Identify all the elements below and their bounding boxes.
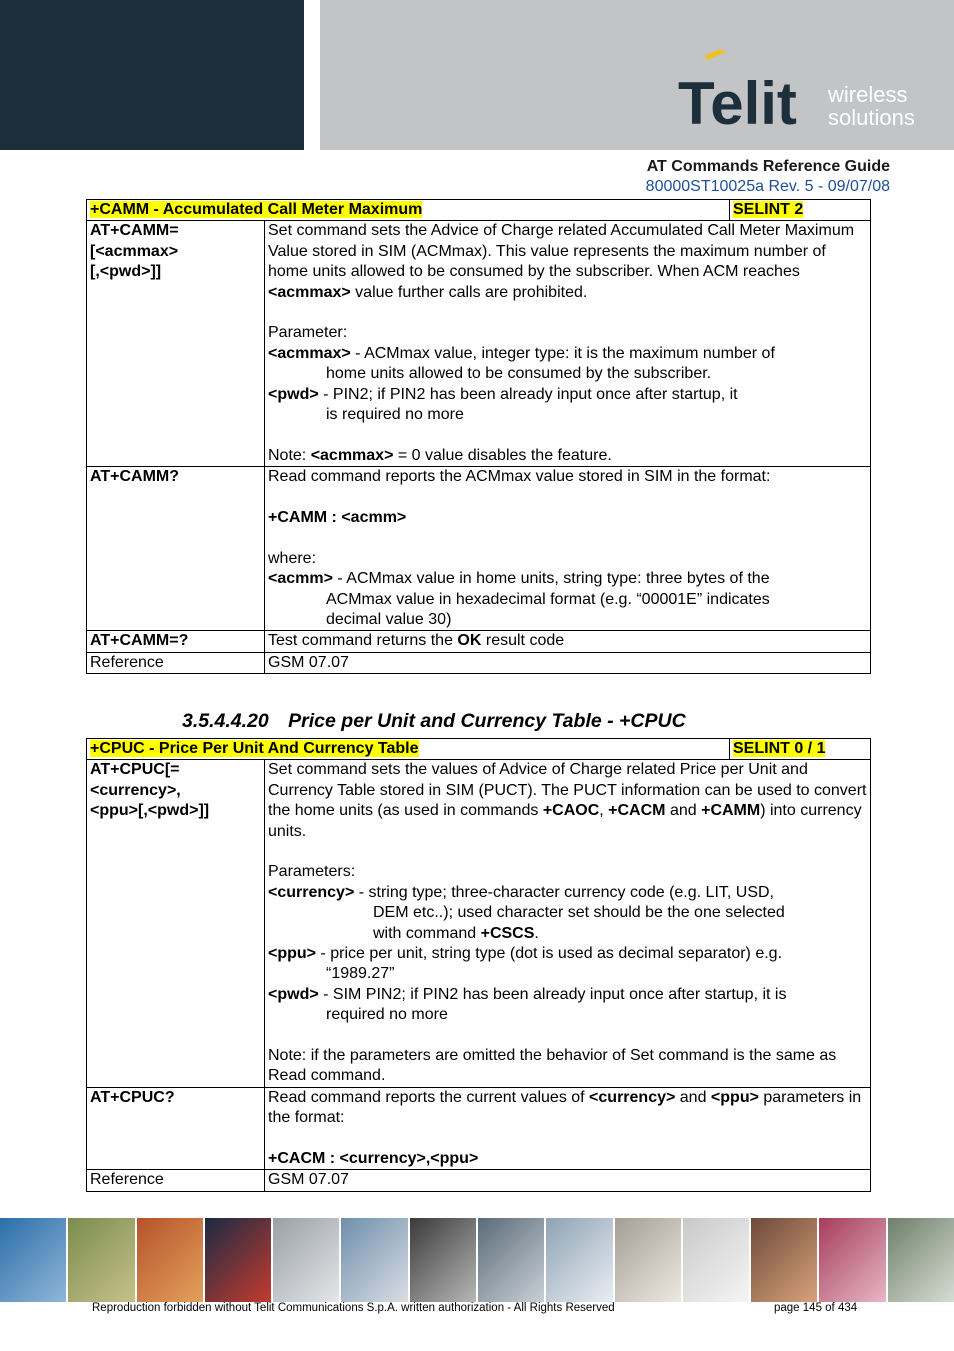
footer-photo: [751, 1218, 817, 1302]
cpuc-read-cmd: AT+CPUC?: [87, 1087, 265, 1170]
guide-title: AT Commands Reference Guide: [646, 158, 890, 175]
table-row: [87, 467, 871, 631]
table-row: [87, 221, 871, 467]
camm-test-cmd: AT+CAMM=?: [87, 631, 265, 652]
footer-photo: [410, 1218, 476, 1302]
footer-photo: [205, 1218, 271, 1302]
table-row: [87, 631, 871, 652]
logo-wordmark: Telit: [678, 70, 797, 137]
cpuc-selint: SELINT 0 / 1: [733, 740, 826, 757]
camm-title: +CAMM - Accumulated Call Meter Maximum: [90, 201, 423, 218]
logo-tagline-2: solutions: [828, 105, 915, 130]
footer-photo: [68, 1218, 134, 1302]
section-heading: [182, 710, 686, 733]
cpuc-ref-value: GSM 07.07: [265, 1170, 871, 1191]
footer-photo: [888, 1218, 954, 1302]
footer-photo: [478, 1218, 544, 1302]
camm-set-desc: Set command sets the Advice of Charge related Accumulated Call Meter Maximum Value stored in SIM (ACMmax). This value represents the maximum number of home units allowed to be consumed by the subscriber. When ACM reaches <acmmax> value further calls are prohibited. Parameter: <acmmax> - ACMmax value, integer type: it is the maximum number of home units allowed to be consumed by the subscriber. <pwd> - PIN2; if PIN2 has been already input once after startup, it is required no more Note: <acmmax> = 0 value disables the feature.: [265, 221, 871, 467]
camm-read-cmd: AT+CAMM?: [87, 467, 265, 631]
table-row: [87, 1087, 871, 1170]
footer-photo: [341, 1218, 407, 1302]
cpuc-ref-label: Reference: [87, 1170, 265, 1191]
camm-set-cmd: AT+CAMM= [<acmmax> [,<pwd>]]: [87, 221, 265, 467]
header-dark-panel: [0, 0, 304, 150]
camm-test-desc: Test command returns the OK result code: [265, 631, 871, 652]
footer-photo: [137, 1218, 203, 1302]
section-title: Price per Unit and Currency Table - +CPUC: [288, 710, 686, 732]
footer-photo: [546, 1218, 612, 1302]
cpuc-set-desc: Set command sets the values of Advice of Charge related Price per Unit and Currency Table stored in SIM (PUCT). The PUCT information can be used to convert the home units (as used in commands +CAOC, +CACM and +CAMM) into currency units. Parameters: <currency> - string type; three-character currency code (e.g. LIT, USD, DEM etc..); used character set should be the one selected with command +CSCS. <ppu> - price per unit, string type (dot is used as decimal separator) e.g. “1989.27” <pwd> - SIM PIN2; if PIN2 has been already input once after startup, it is required no more Note: if the parameters are omitted the behavior of Set command is the same as Read command.: [265, 760, 871, 1087]
footer-photo: [615, 1218, 681, 1302]
footer-photo: [273, 1218, 339, 1302]
logo-tagline-1: wireless: [828, 82, 908, 107]
section-number: 3.5.4.4.20: [182, 710, 269, 732]
footer-photo-strip: [0, 1218, 954, 1302]
doc-revision: 80000ST10025a Rev. 5 - 09/07/08: [645, 178, 890, 195]
page-number: page 145 of 434: [774, 1302, 858, 1314]
table-header-row: [87, 200, 871, 221]
footer-copyright: Reproduction forbidden without Telit Communications S.p.A. written authorization - All Rights Reserved: [92, 1302, 615, 1314]
footer-photo: [683, 1218, 749, 1302]
table-header-row: [87, 739, 871, 760]
cpuc-table: [86, 738, 871, 1192]
telit-logo: [676, 50, 936, 140]
camm-ref-label: Reference: [87, 652, 265, 673]
cpuc-set-cmd: AT+CPUC[= <currency>, <ppu>[,<pwd>]]: [87, 760, 265, 1087]
table-row: [87, 652, 871, 673]
camm-table: [86, 199, 871, 674]
table-row: [87, 760, 871, 1087]
footer-photo: [819, 1218, 885, 1302]
camm-read-desc: Read command reports the ACMmax value stored in SIM in the format: +CAMM : <acmm> where: <acmm> - ACMmax value in home units, string type: three bytes of the ACMmax value in hexadecimal format (e.g. “00001E” indicates decimal value 30): [265, 467, 871, 631]
table-row: [87, 1170, 871, 1191]
footer-photo: [0, 1218, 66, 1302]
cpuc-title: +CPUC - Price Per Unit And Currency Table: [90, 740, 419, 757]
cpuc-read-desc: Read command reports the current values of <currency> and <ppu> parameters in the format: +CACM : <currency>,<ppu>: [265, 1087, 871, 1170]
camm-ref-value: GSM 07.07: [265, 652, 871, 673]
camm-selint: SELINT 2: [733, 201, 804, 218]
